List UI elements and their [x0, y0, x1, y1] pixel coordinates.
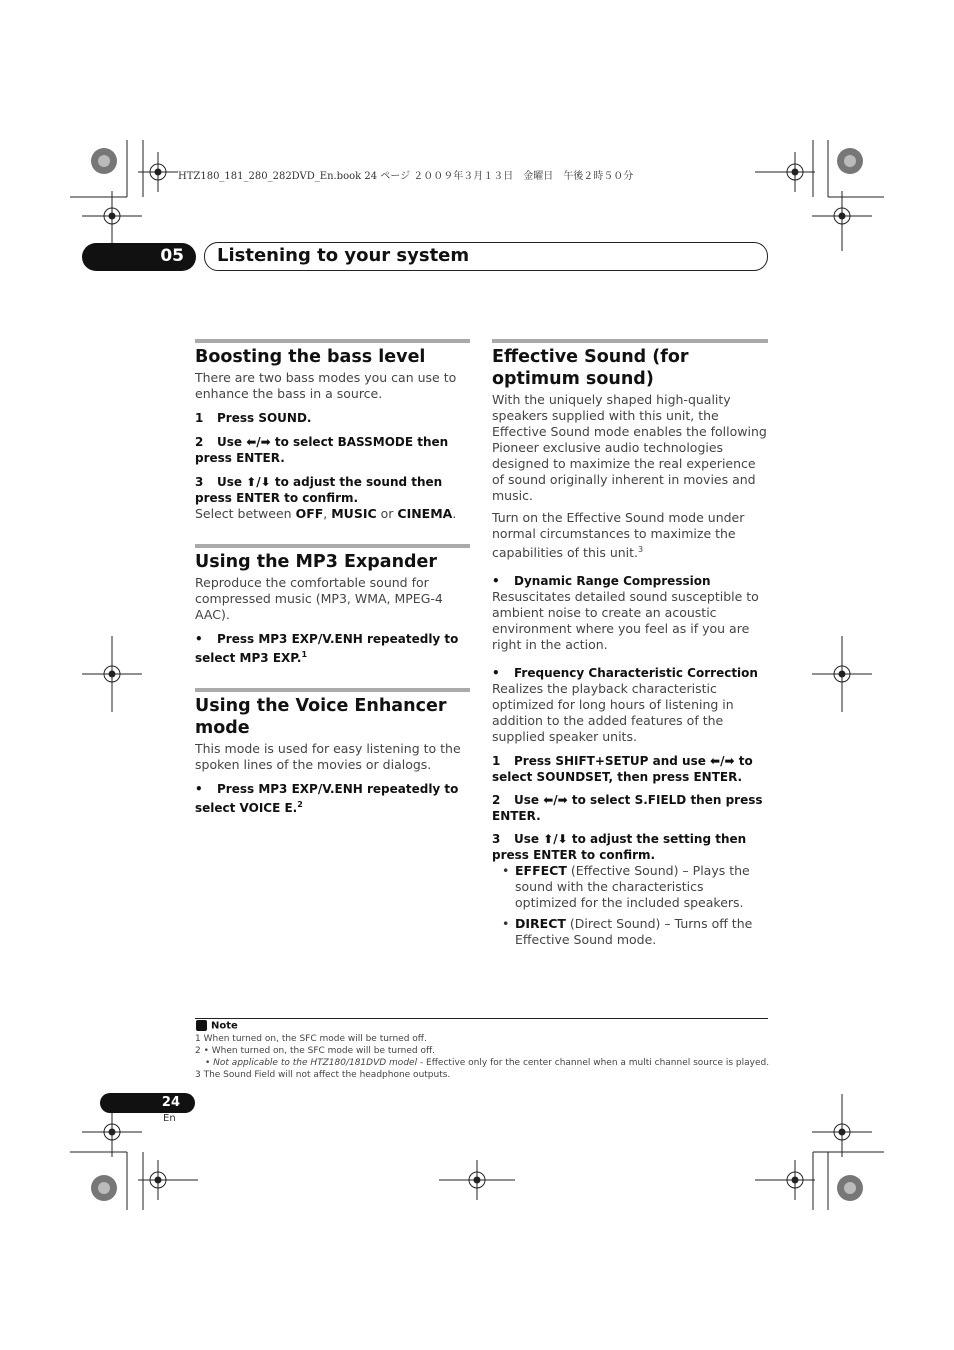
- voice-intro: This mode is used for easy listening to the spoken lines of the movies or dialogs.: [195, 741, 461, 772]
- bass-intro: There are two bass modes you can use to enhance the bass in a source.: [195, 370, 457, 401]
- bass-step-1: 1 Press SOUND.: [195, 411, 312, 425]
- section-mp3: [195, 544, 470, 666]
- effective-heading: Effective Sound (for optimum sound): [492, 347, 689, 389]
- language-code: En: [163, 1113, 176, 1124]
- drc-bullet: • Dynamic Range Compression: [492, 574, 711, 589]
- bass-step-3: 3 Use ⬆/⬇ to adjust the sound then press ENTER to confirm.: [195, 475, 443, 505]
- section-voice: [195, 688, 470, 816]
- footnote-2b: • Not applicable to the HTZ180/181DVD model - Effective only for the center channel when a multi channel source is played.: [205, 1058, 770, 1068]
- effective-para-1: With the uniquely shaped high-quality speakers supplied with this unit, the Effective Sound mode enables the following Pioneer exclusive audio technologies designed to maximize the real experience of sound originally inherent in movies and music.: [492, 392, 767, 503]
- page-number: 24: [161, 1095, 180, 1110]
- footnotes: [195, 1033, 775, 1081]
- note-heading: Note: [196, 1020, 238, 1032]
- effective-step-3: 3 Use ⬆/⬇ to adjust the setting then press ENTER to confirm.: [492, 832, 747, 863]
- footnote-2: 2 • When turned on, the SFC mode will be turned off.: [195, 1046, 436, 1056]
- note-divider: [195, 1018, 768, 1019]
- effective-para-2: Turn on the Effective Sound mode under normal circumstances to maximize the capabilities of this unit.$^3$: [492, 510, 745, 561]
- footnote-1: 1 When turned on, the SFC mode will be turned off.: [195, 1034, 427, 1044]
- section-effective-sound: [492, 339, 768, 948]
- mp3-intro: Reproduce the comfortable sound for compressed music (MP3, WMA, MPEG-4 AAC).: [195, 575, 443, 622]
- effective-step-1: 1 Press SHIFT+SETUP and use ⬅/➡ to select SOUNDSET, then press ENTER.: [492, 754, 753, 785]
- voice-bullet: • Press MP3 EXP/V.ENH repeatedly to select VOICE E.$^2$: [195, 782, 459, 815]
- print-header: HTZ180_181_280_282DVD_En.book 24 ページ ２００９年３月１３日 金曜日 午後２時５０分: [178, 171, 634, 182]
- direct-option: • DIRECT (Direct Sound) – Turns off the Effective Sound mode.: [500, 916, 768, 948]
- chapter-badge: [82, 243, 196, 271]
- fcc-bullet: • Frequency Characteristic Correction: [492, 666, 758, 681]
- right-column: [492, 339, 768, 970]
- mp3-heading: Using the MP3 Expander: [195, 552, 438, 572]
- effective-step-2: 2 Use ⬅/➡ to select S.FIELD then press ENTER.: [492, 793, 763, 824]
- mp3-bullet: • Press MP3 EXP/V.ENH repeatedly to select MP3 EXP.$^1$: [195, 632, 459, 665]
- page-number-badge: [100, 1093, 195, 1113]
- chapter-title-box: [204, 242, 768, 271]
- voice-heading: Using the Voice Enhancer mode: [195, 696, 447, 738]
- drc-text: Resuscitates detailed sound susceptible to ambient noise to create an acoustic environment where you feel as if you are right in the action.: [492, 589, 759, 653]
- sound-field-options: [500, 863, 768, 948]
- bass-select-options: Select between OFF, MUSIC or CINEMA.: [195, 506, 457, 521]
- left-column: [195, 339, 470, 838]
- note-pencil-icon: [196, 1020, 207, 1031]
- effect-option: • EFFECT (Effective Sound) – Plays the sound with the characteristics optimized for the included speakers.: [500, 863, 768, 911]
- bass-step-2: 2 Use ⬅/➡ to select BASSMODE then press ENTER.: [195, 435, 449, 465]
- chapter-title: Listening to your system: [217, 245, 470, 266]
- chapter-number: 05: [160, 246, 184, 266]
- fcc-text: Realizes the playback characteristic optimized for long hours of listening in addition to the added features of the supplied speaker units.: [492, 681, 734, 745]
- footnote-3: 3 The Sound Field will not affect the headphone outputs.: [195, 1070, 451, 1080]
- bass-heading: Boosting the bass level: [195, 347, 426, 367]
- section-bass: [195, 339, 470, 522]
